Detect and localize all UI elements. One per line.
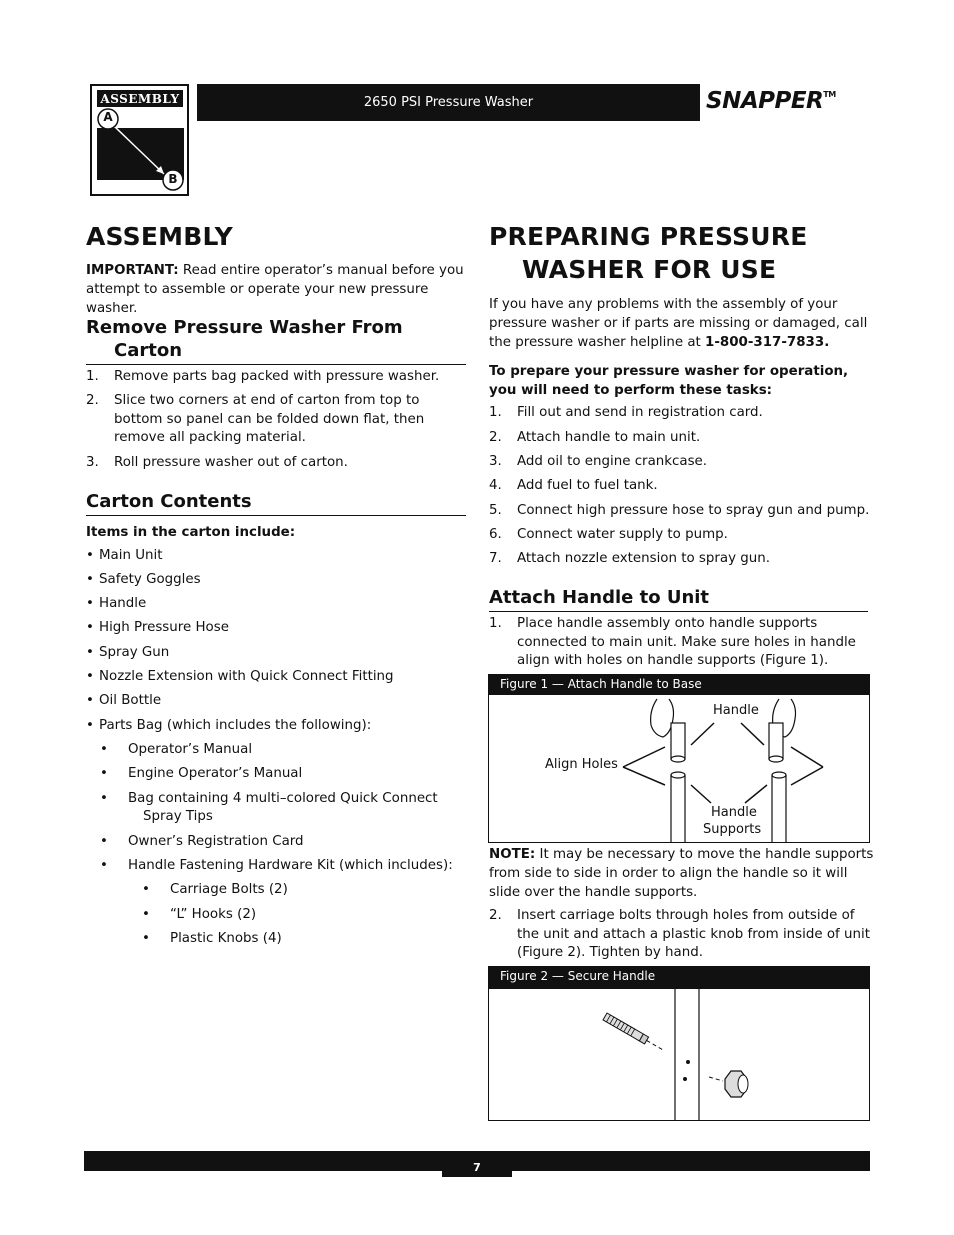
figure1-label-supports-line2: Supports bbox=[703, 822, 762, 837]
contents-item: Main Unit bbox=[99, 548, 163, 563]
carton-contents-heading: Carton Contents bbox=[86, 491, 252, 512]
figure1-caption: Figure 1 — Attach Handle to Base bbox=[488, 674, 870, 694]
trademark: TM bbox=[823, 90, 836, 99]
attach-step-number: 2. bbox=[489, 908, 502, 923]
figure1-label-align-holes: Align Holes bbox=[545, 757, 618, 772]
attach-step-text: Insert carriage bolts through holes from outside of the unit and attach a plastic knob from inside of unit (Figure 2). Tighten by hand. bbox=[517, 908, 870, 960]
contents-intro: Items in the carton include: bbox=[86, 525, 296, 540]
bullet: • bbox=[100, 766, 108, 781]
contents-item: Oil Bottle bbox=[99, 693, 162, 708]
assembly-title: ASSEMBLY bbox=[86, 222, 233, 251]
figure1-label-handle: Handle bbox=[713, 703, 759, 718]
task-number: 6. bbox=[489, 527, 502, 542]
assembly-badge bbox=[90, 84, 189, 196]
task-number: 2. bbox=[489, 430, 502, 445]
bullet: • bbox=[86, 548, 94, 563]
preparing-title-line1: PREPARING PRESSURE bbox=[489, 222, 808, 251]
contents-item: Spray Gun bbox=[99, 645, 170, 660]
note-paragraph bbox=[489, 845, 874, 902]
attach-handle-rule bbox=[489, 611, 868, 612]
parts-bag-item: Operator’s Manual bbox=[128, 742, 253, 757]
bullet: • bbox=[86, 596, 94, 611]
attach-step-number: 1. bbox=[489, 616, 502, 631]
badge-b: B bbox=[168, 172, 178, 186]
remove-step-number: 2. bbox=[86, 393, 99, 408]
bullet: • bbox=[86, 572, 94, 587]
figure2-illustration bbox=[488, 988, 870, 1121]
tasks-list bbox=[489, 404, 874, 579]
figure1-illustration bbox=[488, 694, 870, 843]
task-text: Attach nozzle extension to spray gun. bbox=[517, 551, 771, 566]
remove-heading-line2: Carton bbox=[114, 340, 183, 361]
task-text: Fill out and send in registration card. bbox=[517, 405, 763, 420]
task-text: Connect high pressure hose to spray gun and pump. bbox=[517, 503, 870, 518]
contents-item: Nozzle Extension with Quick Connect Fitting bbox=[99, 669, 394, 684]
bullet: • bbox=[86, 645, 94, 660]
remove-step-text: Slice two corners at end of carton from top to bottom so panel can be folded down flat, then remove all packing material. bbox=[114, 393, 425, 445]
bullet: • bbox=[86, 669, 94, 684]
remove-step-number: 1. bbox=[86, 369, 99, 384]
important-paragraph bbox=[86, 261, 470, 318]
remove-step-text: Remove parts bag packed with pressure washer. bbox=[114, 369, 440, 384]
carton-contents-rule bbox=[86, 515, 466, 516]
figure1-label-supports-line1: Handle bbox=[711, 805, 757, 820]
task-number: 1. bbox=[489, 405, 502, 420]
helpline-phone: 1-800-317-7833. bbox=[705, 335, 830, 350]
parts-bag-item-continued: Spray Tips bbox=[143, 809, 213, 824]
hardware-item: Plastic Knobs (4) bbox=[170, 931, 282, 946]
hardware-item: Carriage Bolts (2) bbox=[170, 882, 288, 897]
badge-a: A bbox=[103, 110, 113, 124]
bullet: • bbox=[142, 931, 150, 946]
task-text: Connect water supply to pump. bbox=[517, 527, 728, 542]
brand-logo bbox=[706, 88, 836, 114]
tasks-intro: To prepare your pressure washer for operation, you will need to perform these tasks: bbox=[489, 364, 849, 398]
figure2-caption: Figure 2 — Secure Handle bbox=[488, 966, 870, 988]
task-number: 5. bbox=[489, 503, 502, 518]
remove-heading-rule bbox=[86, 364, 466, 365]
important-label: IMPORTANT: bbox=[86, 263, 179, 278]
bullet: • bbox=[100, 834, 108, 849]
contents-item: Safety Goggles bbox=[99, 572, 201, 587]
contents-item: Handle bbox=[99, 596, 147, 611]
bullet: • bbox=[100, 791, 108, 806]
page-number: 7 bbox=[442, 1151, 512, 1177]
bullet: • bbox=[142, 907, 150, 922]
bullet: • bbox=[100, 858, 108, 873]
task-text: Attach handle to main unit. bbox=[517, 430, 701, 445]
parts-bag-item: Handle Fastening Hardware Kit (which includes): bbox=[128, 858, 453, 873]
helpline-text: If you have any problems with the assembly of your pressure washer or if parts are missing or damaged, call the pressure washer helpline at bbox=[489, 297, 868, 350]
note-text: It may be necessary to move the handle supports from side to side in order to align the handle so it will slide over the handle supports. bbox=[489, 847, 874, 900]
bullet: • bbox=[86, 718, 94, 733]
contents-item: Parts Bag (which includes the following): bbox=[99, 718, 372, 733]
task-number: 7. bbox=[489, 551, 502, 566]
brand-name: SNAPPER bbox=[706, 88, 824, 114]
bullet: • bbox=[86, 693, 94, 708]
secure-handle-diagram bbox=[489, 989, 869, 1120]
remove-heading-line1: Remove Pressure Washer From bbox=[86, 317, 403, 338]
remove-steps-list bbox=[86, 368, 470, 478]
task-number: 4. bbox=[489, 478, 502, 493]
helpline-paragraph bbox=[489, 295, 874, 352]
parts-bag-item: Owner’s Registration Card bbox=[128, 834, 304, 849]
preparing-title-line2: WASHER FOR USE bbox=[522, 255, 777, 284]
task-text: Add oil to engine crankcase. bbox=[517, 454, 708, 469]
task-text: Add fuel to fuel tank. bbox=[517, 478, 658, 493]
parts-bag-item: Bag containing 4 multi–colored Quick Connect bbox=[128, 791, 438, 806]
attach-handle-heading: Attach Handle to Unit bbox=[489, 587, 710, 608]
assembly-badge-label: ASSEMBLY bbox=[97, 90, 183, 107]
note-label: NOTE: bbox=[489, 847, 536, 862]
parts-bag-item: Engine Operator’s Manual bbox=[128, 766, 303, 781]
contents-item: High Pressure Hose bbox=[99, 620, 229, 635]
remove-step-text: Roll pressure washer out of carton. bbox=[114, 455, 348, 470]
bullet: • bbox=[86, 620, 94, 635]
remove-step-number: 3. bbox=[86, 455, 99, 470]
bullet: • bbox=[100, 742, 108, 757]
bullet: • bbox=[142, 882, 150, 897]
attach-step-text: Place handle assembly onto handle supports connected to main unit. Make sure holes in handle align with holes on handle supports (Figure 1). bbox=[517, 616, 856, 668]
important-text: Read entire operator’s manual before you attempt to assemble or operate your new pressure washer. bbox=[86, 263, 464, 316]
task-number: 3. bbox=[489, 454, 502, 469]
document-title-bar: 2650 PSI Pressure Washer bbox=[197, 84, 700, 121]
hardware-item: “L” Hooks (2) bbox=[170, 907, 257, 922]
contents-list bbox=[86, 547, 470, 947]
